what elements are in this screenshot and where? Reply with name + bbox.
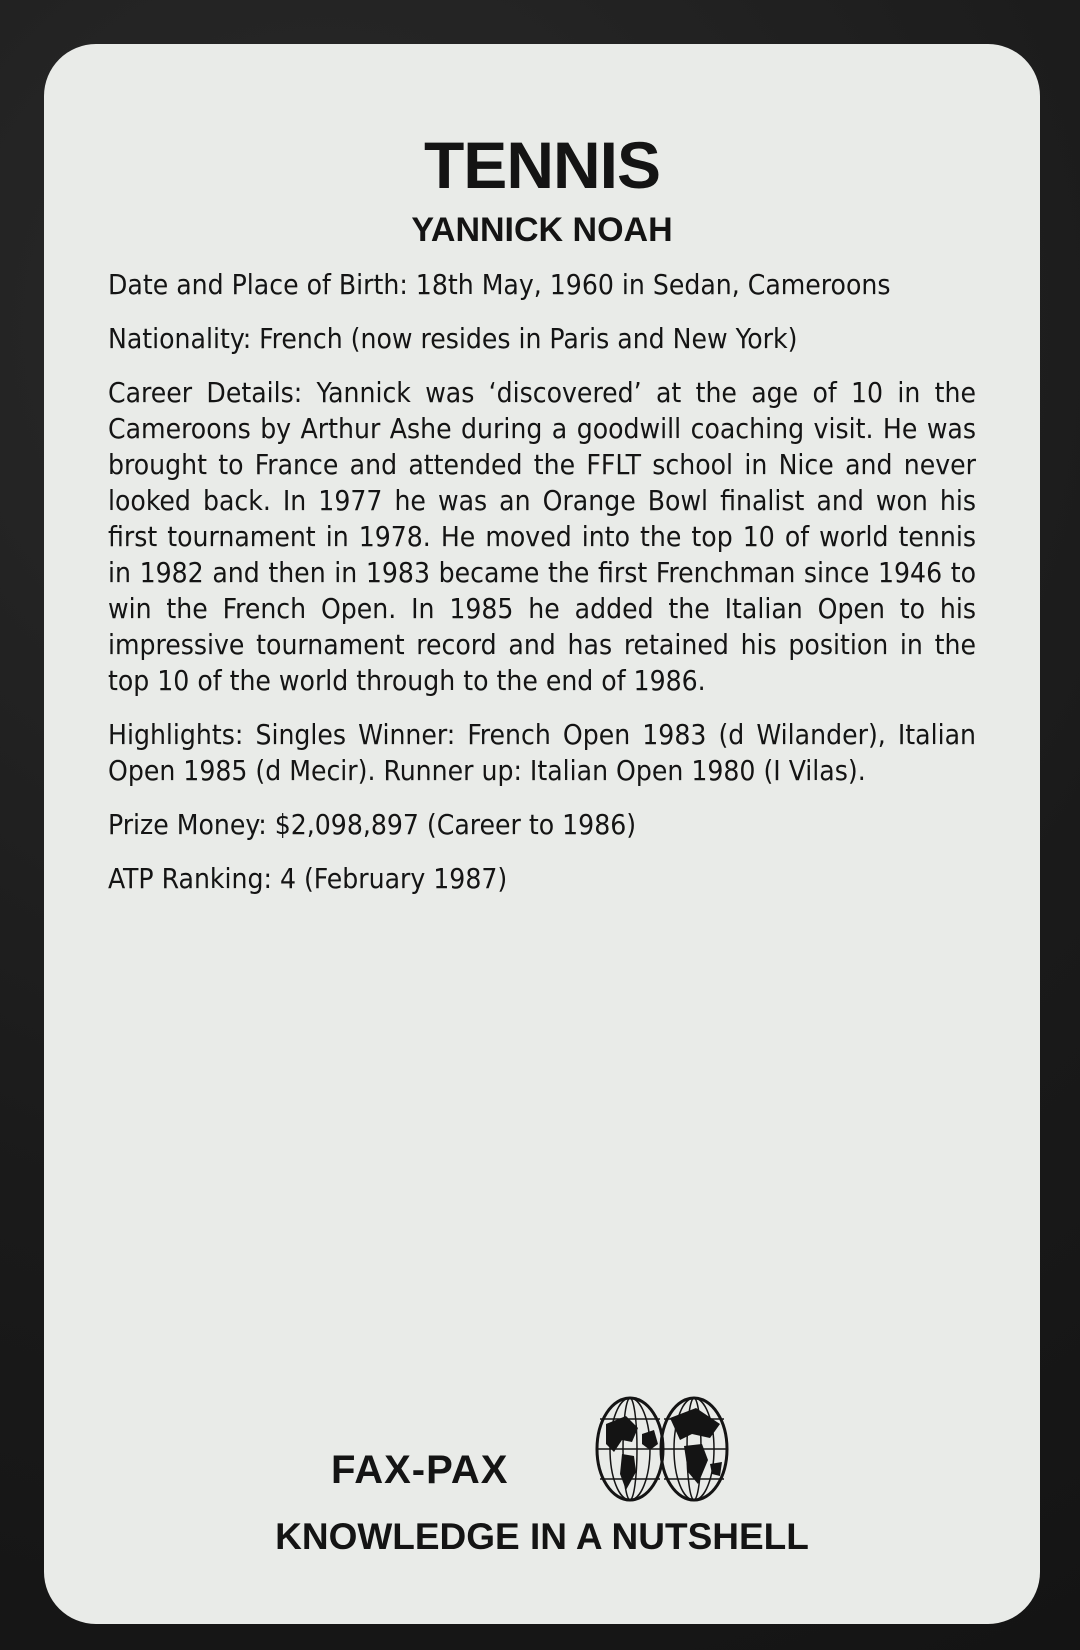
- brand-name: FAX-PAX: [331, 1448, 509, 1492]
- card-body: [108, 267, 976, 897]
- atp-ranking: ATP Ranking: 4 (February 1987): [108, 862, 508, 896]
- highlights: Highlights: Singles Winner: French Open 1983 (d Wilander), Italian Open 1985 (d Mecir). Runner up: Italian Open 1980 (I Vilas).: [108, 718, 976, 788]
- prize-money: Prize Money: $2,098,897 (Career to 1986): [108, 808, 637, 842]
- info-card: [44, 44, 1040, 1624]
- career-details: Career Details: Yannick was ‘discovered’ at the age of 10 in the Cameroons by Arthur Ashe during a goodwill coaching visit. He was brought to France and attended the FFLT school in Nice and never looked back. In 1977 he was an Orange Bowl finalist and won his first tournament in 1978. He moved into the top 10 of world tennis in 1982 and then in 1983 became the first Frenchman since 1946 to win the French Open. In 1985 he added the Italian Open to his impressive tournament record and has retained his position in the top 10 of the world through to the end of 1986.: [108, 376, 976, 698]
- twin-globes-icon: [592, 1394, 732, 1504]
- tagline: KNOWLEDGE IN A NUTSHELL: [275, 1516, 809, 1557]
- card-footer: [44, 1394, 1040, 1594]
- player-name: YANNICK NOAH: [411, 211, 673, 249]
- nationality-info: Nationality: French (now resides in Paris and New York): [108, 322, 798, 356]
- card-title: TENNIS: [423, 128, 661, 202]
- birth-info: Date and Place of Birth: 18th May, 1960 in Sedan, Cameroons: [108, 268, 891, 302]
